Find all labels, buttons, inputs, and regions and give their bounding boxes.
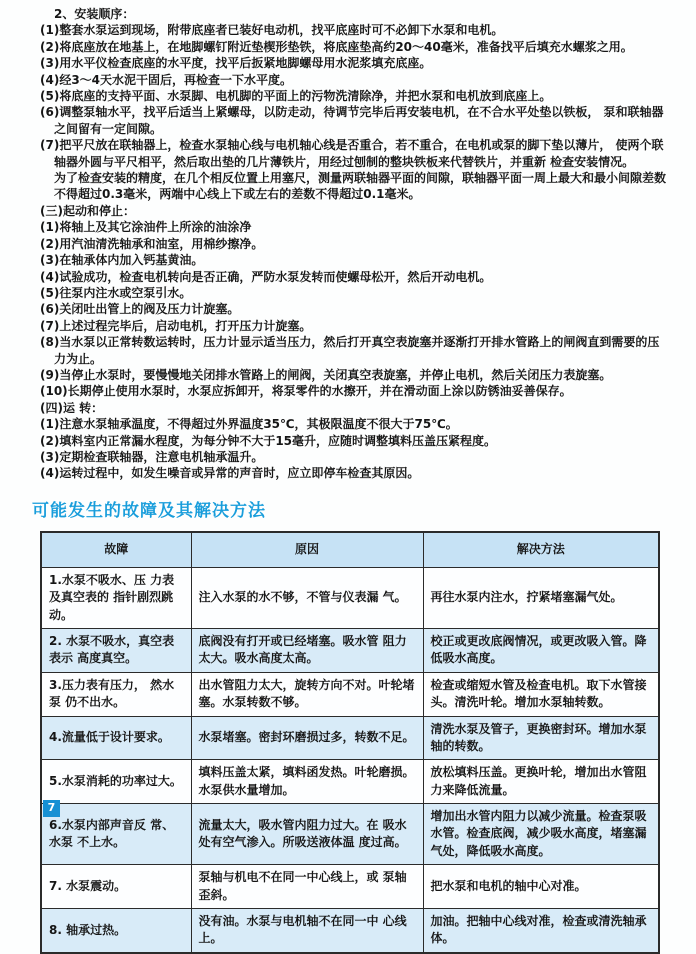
- table-row: [41, 865, 659, 909]
- operation-step: (3)定期检查联轴器，注意电机轴承温升。: [40, 449, 264, 464]
- table-row: [41, 760, 659, 804]
- startstop-step: (4)试验成功，检查电机转向是否正确，严防水泵发转而使螺母松开，然后开动电机。: [40, 269, 492, 284]
- table-row: [41, 909, 659, 953]
- cause-cell: 泵轴与机电不在同一中心线上，或 泵轴歪斜。: [191, 865, 423, 909]
- startstop-step: (6)关闭吐出管上的阀及压力计旋塞。: [40, 302, 240, 317]
- install-step: (3)用水平仪检查底座的水平度，找平后扳紧地脚螺母用水泥浆填充底座。: [40, 56, 432, 71]
- cause-cell: 出水管阻力太大，旋转方向不对。叶轮堵塞。水泵转数不够。: [191, 672, 423, 716]
- cause-cell: 水泵堵塞。密封环磨损过多，转数不足。: [191, 716, 423, 760]
- operation-step: (1)注意水泵轴承温度，不得超过外界温度35℃，其极限温度不很大于75℃。: [40, 417, 458, 432]
- troubleshooting-table: [40, 531, 660, 954]
- solution-cell: 增加出水管内阻力以减少流量。检查泵吸水管。检查底阀，减少吸水高度，堵塞漏气处，降低吸水高度。: [423, 804, 659, 865]
- table-row: [41, 716, 659, 760]
- table-header-row: [41, 532, 659, 568]
- solution-cell: 校正或更改底阀情况，或更改吸入管。降低吸水高度。: [423, 628, 659, 672]
- cause-cell: 流量太大，吸水管内阻力过大。在 吸水处有空气渗入。所吸送液体温 度过高。: [191, 804, 423, 865]
- table-row: [41, 628, 659, 672]
- operation-step: (4)运转过程中，如发生噪音或异常的声音时，应立即停车检查其原因。: [40, 466, 420, 481]
- install-step: (7)把平尺放在联轴器上，检查水泵轴心线与电机轴心线是否重合，若不重合，在电机或泵的脚下垫以薄片， 使两个联轴器外圆与平尺相平，然后取出垫的几片薄铁片，用经过刨制的整块铁板来代替铁片，并重新 检查安装情况。: [40, 138, 664, 169]
- install-section-heading: 2、安装顺序：: [54, 7, 135, 21]
- startstop-step: (3)在轴承体内加入钙基黄油。: [40, 253, 204, 268]
- fault-cell: 5.水泵消耗的功率过大。: [41, 760, 191, 804]
- install-step-note: 为了检查安装的精度，在几个相反位置上用塞尺，测量两联轴器平面的间隙，联轴器平面一周上最大和最小间隙差数不得超过0.3毫米，两端中心线上下或左右的差数不得超过0.1毫米。: [54, 171, 667, 202]
- startstop-step: (2)用汽油清洗轴承和油室，用棉纱擦净。: [40, 236, 264, 251]
- solution-cell: 检查或缩短水管及检查电机。取下水管接头。清洗叶轮。增加水泵轴转数。: [423, 672, 659, 716]
- startstop-section-heading: (三)起动和停止：: [40, 203, 135, 218]
- col-header-fault: 故障: [41, 532, 191, 568]
- solution-cell: 放松填料压盖。更换叶轮，增加出水管阻力来降低流量。: [423, 760, 659, 804]
- install-step: (2)将底座放在地基上，在地脚螺钉附近垫楔形垫铁，将底座垫高约20～40毫米，准备找平后填充水螺浆之用。: [40, 39, 633, 54]
- solution-cell: 把水泵和电机的轴中心对准。: [423, 865, 659, 909]
- startstop-step: (8)当水泵以正常转数运转时，压力计显示适当压力，然后打开真空表旋塞并逐渐打开排水管路上的闸阀直到需要的压力为止。: [40, 335, 660, 366]
- fault-cell: 1.水泵不吸水、压 力表及真空表的 指针剧烈跳动。: [41, 567, 191, 628]
- fault-cell: 4.流量低于设计要求。: [41, 716, 191, 760]
- fault-cell: 3.压力表有压力， 然水泵 仍不出水。: [41, 672, 191, 716]
- solution-cell: 清洗水泵及管子，更换密封环。增加水泵轴的转数。: [423, 716, 659, 760]
- startstop-step: (1)将轴上及其它涂油件上所涂的油涂净: [40, 220, 252, 235]
- operation-section-heading: (四)运 转：: [40, 400, 104, 415]
- cause-cell: 注入水泵的水不够，不管与仪表漏 气。: [191, 567, 423, 628]
- col-header-solution: 解决方法: [423, 532, 659, 568]
- cause-cell: 没有油。水泵与电机轴不在同一中 心线上。: [191, 909, 423, 953]
- startstop-step: (9)当停止水泵时，要慢慢地关闭排水管路上的闸阀，关闭真空表旋塞，并停止电机，然后关闭压力表旋塞。: [40, 367, 612, 382]
- table-row: [41, 567, 659, 628]
- cause-cell: 填料压盖太紧，填料函发热。叶轮磨损。水泵供水量增加。: [191, 760, 423, 804]
- install-step: (1)整套水泵运到现场，附带底座者已装好电动机，找平底座时可不必卸下水泵和电机。: [40, 23, 504, 38]
- startstop-step: (7)上述过程完毕后，启动电机，打开压力计旋塞。: [40, 318, 312, 333]
- startstop-step: (10)长期停止使用水泵时，水泵应拆卸开，将泵零件的水擦开，并在滑动面上涂以防锈油妥善保存。: [40, 384, 572, 399]
- startstop-step: (5)往泵内注水或空泵引水。: [40, 285, 192, 300]
- fault-cell: 6.水泵内部声音反 常、水泵 不上水。: [41, 804, 191, 865]
- document-body: [32, 6, 670, 954]
- install-step: (5)将底座的支持平面、水泵脚、电机脚的平面上的污物洗清除净，并把水泵和电机放到底座上。: [40, 89, 552, 104]
- install-step: (4)经3～4天水泥干固后，再检查一下水平度。: [40, 72, 293, 87]
- cause-cell: 底阀没有打开或已经堵塞。吸水管 阻力太大。吸水高度太高。: [191, 628, 423, 672]
- fault-cell: 8. 轴承过热。: [41, 909, 191, 953]
- fault-cell: 7. 水泵震动。: [41, 865, 191, 909]
- table-row: [41, 672, 659, 716]
- install-step: (6)调整泵轴水平，找平后适当上紧螺母，以防走动，待调节完毕后再安装电机，在不合水平处垫以铁板， 泵和联轴器之间留有一定间隙。: [40, 105, 664, 136]
- fault-cell: 2. 水泵不吸水，真空表表示 高度真空。: [41, 628, 191, 672]
- troubleshooting-heading: 可能发生的故障及其解决方法: [32, 500, 266, 521]
- solution-cell: 再往水泵内注水，拧紧堵塞漏气处。: [423, 567, 659, 628]
- solution-cell: 加油。把轴中心线对准，检查或清洗轴承体。: [423, 909, 659, 953]
- operation-step: (2)填料室内正常漏水程度，为每分钟不大于15毫升，应随时调整填料压盖压紧程度。: [40, 433, 497, 448]
- page-number-badge: 7: [43, 800, 60, 817]
- col-header-cause: 原因: [191, 532, 423, 568]
